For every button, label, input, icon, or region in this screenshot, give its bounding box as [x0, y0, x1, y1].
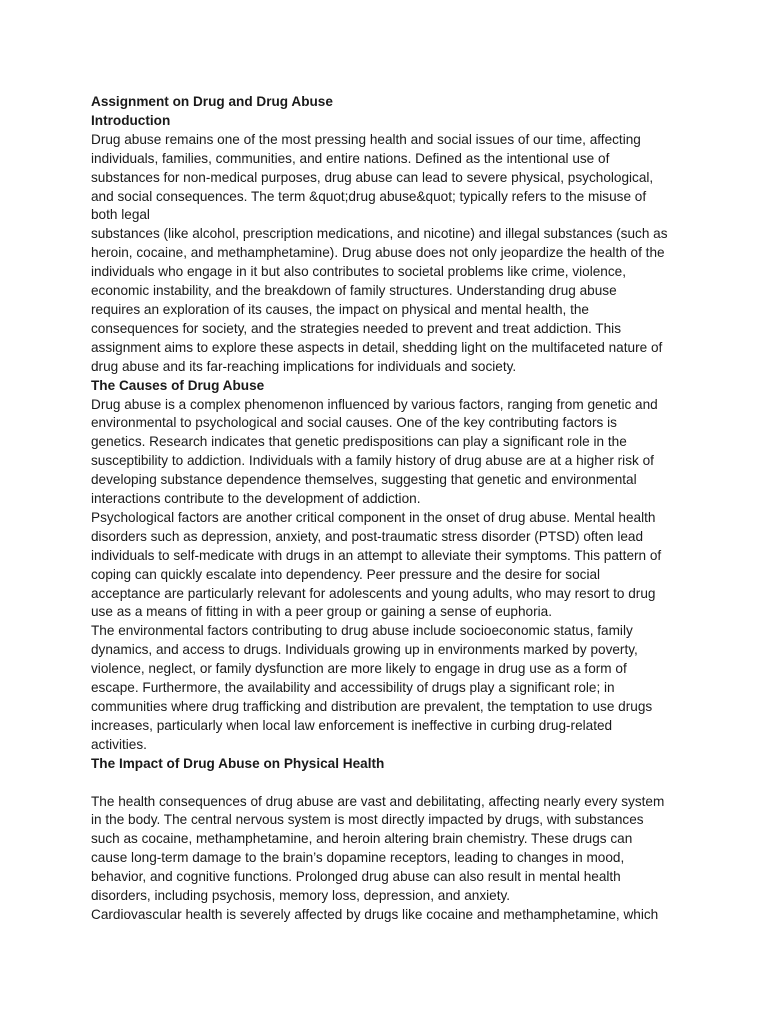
text-line: dynamics, and access to drugs. Individuals growing up in environments marked by poverty,: [91, 642, 638, 658]
text-line: individuals, families, communities, and entire nations. Defined as the intentional use of: [91, 150, 610, 166]
text-line: drug abuse and its far-reaching implications for individuals and society.: [91, 358, 517, 374]
text-line: developing substance dependence themselves, suggesting that genetic and environmental: [91, 472, 637, 488]
text-line: and social consequences. The term &quot;drug abuse&quot; typically refers to the misuse of: [91, 188, 647, 204]
text-line: coping can quickly escalate into dependency. Peer pressure and the desire for social: [91, 566, 601, 582]
text-line: consequences for society, and the strategies needed to prevent and treat addiction. This: [91, 320, 621, 336]
text-line: Drug abuse is a complex phenomenon influenced by various factors, ranging from genetic and: [91, 396, 658, 412]
text-line: requires an exploration of its causes, the impact on physical and mental health, the: [91, 301, 589, 317]
text-line: The environmental factors contributing to drug abuse include socioeconomic status, family: [91, 623, 633, 639]
text-line: economic instability, and the breakdown of family structures. Understanding drug abuse: [91, 283, 617, 299]
text-line: in the body. The central nervous system is most directly impacted by drugs, with substances: [91, 812, 644, 828]
text-line: Psychological factors are another critical component in the onset of drug abuse. Mental health: [91, 509, 656, 525]
text-line: use as a means of fitting in with a peer group or gaining a sense of euphoria.: [91, 604, 552, 620]
section-heading: The Causes of Drug Abuse: [91, 377, 265, 393]
document-page: [91, 93, 691, 925]
text-line: increases, particularly when local law enforcement is ineffective in curbing drug-related: [91, 717, 613, 733]
text-line: behavior, and cognitive functions. Prolonged drug abuse can also result in mental health: [91, 869, 621, 885]
text-line: activities.: [91, 736, 147, 752]
text-line: interactions contribute to the development of addiction.: [91, 491, 421, 507]
blank-line: [91, 774, 691, 793]
text-line: violence, neglect, or family dysfunction are more likely to engage in drug use as a form of: [91, 661, 627, 677]
text-line: substances (like alcohol, prescription medications, and nicotine) and illegal substances (such as: [91, 226, 668, 242]
text-line: such as cocaine, methamphetamine, and heroin altering brain chemistry. These drugs can: [91, 831, 633, 847]
text-line: both legal: [91, 207, 150, 223]
text-line: assignment aims to explore these aspects in detail, shedding light on the multifaceted nature of: [91, 339, 663, 355]
text-line: substances for non-medical purposes, drug abuse can lead to severe physical, psychological,: [91, 169, 654, 185]
section-heading: Introduction: [91, 112, 171, 128]
text-line: The health consequences of drug abuse are vast and debilitating, affecting nearly every system: [91, 793, 665, 809]
text-line: genetics. Research indicates that genetic predispositions can play a significant role in the: [91, 434, 627, 450]
text-line: Drug abuse remains one of the most pressing health and social issues of our time, affecting: [91, 131, 641, 147]
text-line: individuals to self-medicate with drugs in an attempt to alleviate their symptoms. This pattern of: [91, 547, 662, 563]
text-line: individuals who engage in it but also contributes to societal problems like crime, violence,: [91, 264, 626, 280]
text-line: escape. Furthermore, the availability and accessibility of drugs play a significant role; in: [91, 680, 615, 696]
text-line: environmental to psychological and social causes. One of the key contributing factors is: [91, 415, 617, 431]
text-line: Cardiovascular health is severely affected by drugs like cocaine and methamphetamine, which: [91, 906, 659, 922]
section-heading: The Impact of Drug Abuse on Physical Health: [91, 755, 385, 771]
text-line: cause long-term damage to the brain’s dopamine receptors, leading to changes in mood,: [91, 850, 625, 866]
text-line: acceptance are particularly relevant for adolescents and young adults, who may resort to drug: [91, 585, 656, 601]
text-line: susceptibility to addiction. Individuals with a family history of drug abuse are at a higher risk of: [91, 453, 654, 469]
section-heading: Assignment on Drug and Drug Abuse: [91, 94, 333, 109]
text-line: communities where drug trafficking and distribution are prevalent, the temptation to use drugs: [91, 699, 653, 714]
text-line: disorders such as depression, anxiety, and post-traumatic stress disorder (PTSD) often lead: [91, 528, 644, 544]
text-line: disorders, including psychosis, memory loss, depression, and anxiety.: [91, 888, 511, 904]
text-line: heroin, cocaine, and methamphetamine). Drug abuse does not only jeopardize the health of the: [91, 245, 665, 261]
